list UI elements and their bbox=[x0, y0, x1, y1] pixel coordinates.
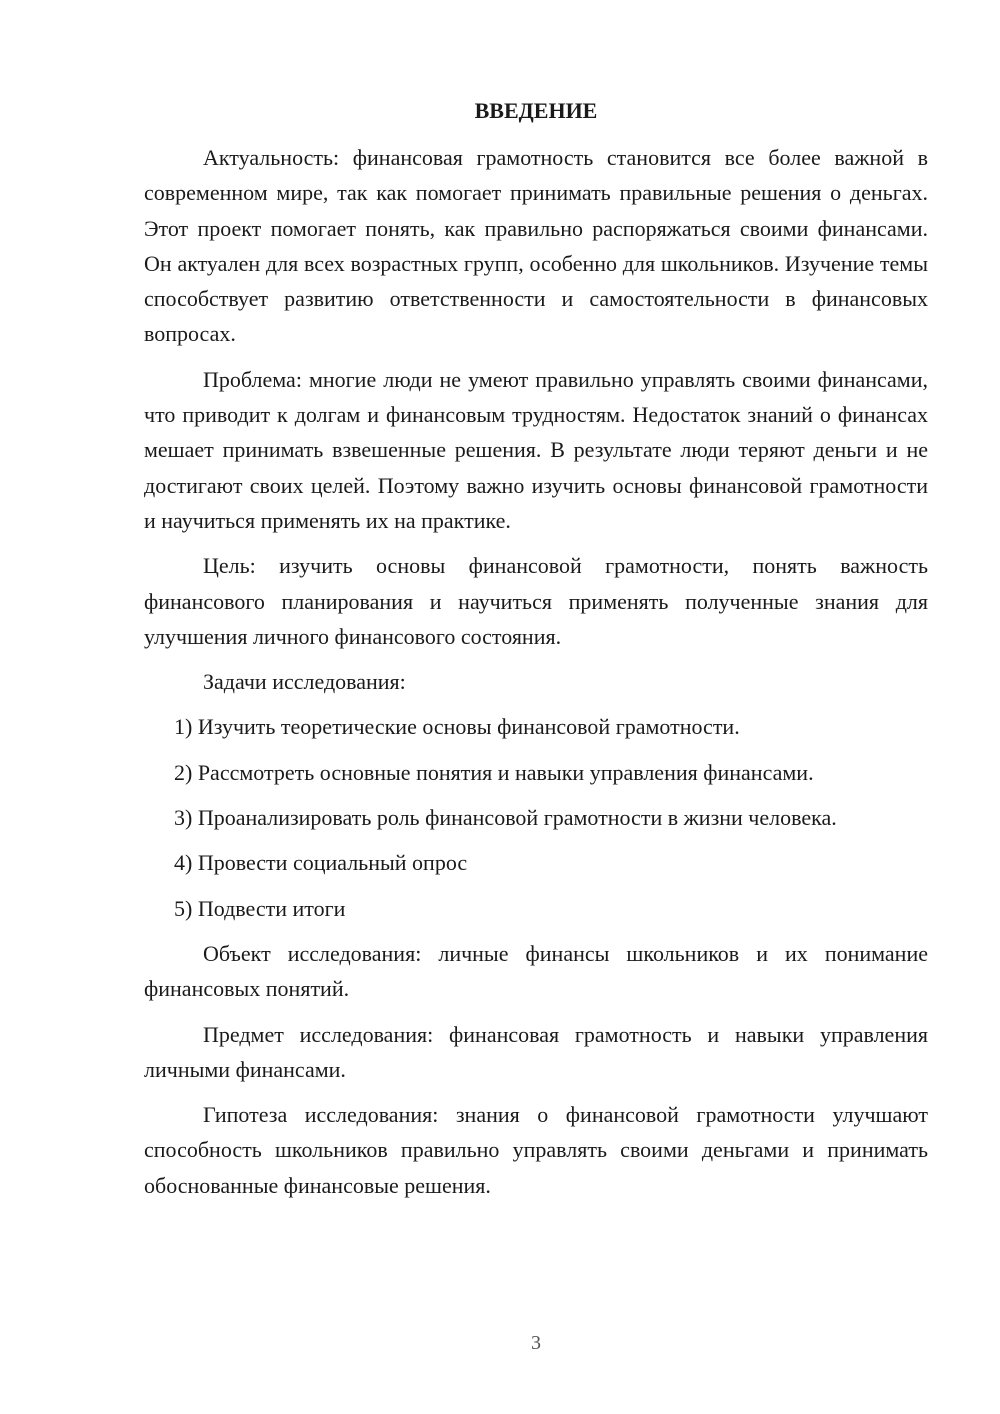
relevance-paragraph: Актуальность: финансовая грамотность становится все более важной в современном мире, так как помогает принимать правильные решения о деньгах. Этот проект помогает понять, как правильно распоряжаться своими финансами. Он актуален для всех возрастных групп, особенно для школьников. Изучение темы способствует развитию ответственности и самостоятельности в финансовых вопросах. bbox=[144, 145, 928, 347]
task-item-3: 3) Проанализировать роль финансовой грамотности в жизни человека. bbox=[174, 805, 837, 831]
tasks-heading: Задачи исследования: bbox=[203, 669, 406, 695]
subject-paragraph: Предмет исследования: финансовая грамотность и навыки управления личными финансами. bbox=[144, 1021, 928, 1082]
page-content bbox=[144, 95, 928, 1213]
page-number: 3 bbox=[531, 1332, 541, 1354]
goal-paragraph: Цель: изучить основы финансовой грамотности, понять важность финансового планирования и научиться применять полученные знания для улучшения личного финансового состояния. bbox=[144, 553, 928, 649]
problem-paragraph: Проблема: многие люди не умеют правильно управлять своими финансами, что приводит к долгам и финансовым трудностям. Недостаток знаний о финансах мешает принимать взвешенные решения. В результате люди теряют деньги и не достигают своих целей. Поэтому важно изучить основы финансовой грамотности и научиться применять их на практике. bbox=[144, 366, 928, 533]
section-title: ВВЕДЕНИЕ bbox=[474, 98, 598, 123]
task-item-1: 1) Изучить теоретические основы финансовой грамотности. bbox=[174, 714, 740, 740]
task-item-4: 4) Провести социальный опрос bbox=[174, 850, 468, 876]
task-item-5: 5) Подвести итоги bbox=[174, 895, 346, 921]
object-paragraph: Объект исследования: личные финансы школьников и их понимание финансовых понятий. bbox=[144, 940, 928, 1002]
hypothesis-paragraph: Гипотеза исследования: знания о финансовой грамотности улучшают способность школьников правильно управлять своими деньгами и принимать обоснованные финансовые решения. bbox=[144, 1102, 928, 1198]
task-item-2: 2) Рассмотреть основные понятия и навыки управления финансами. bbox=[174, 759, 814, 785]
